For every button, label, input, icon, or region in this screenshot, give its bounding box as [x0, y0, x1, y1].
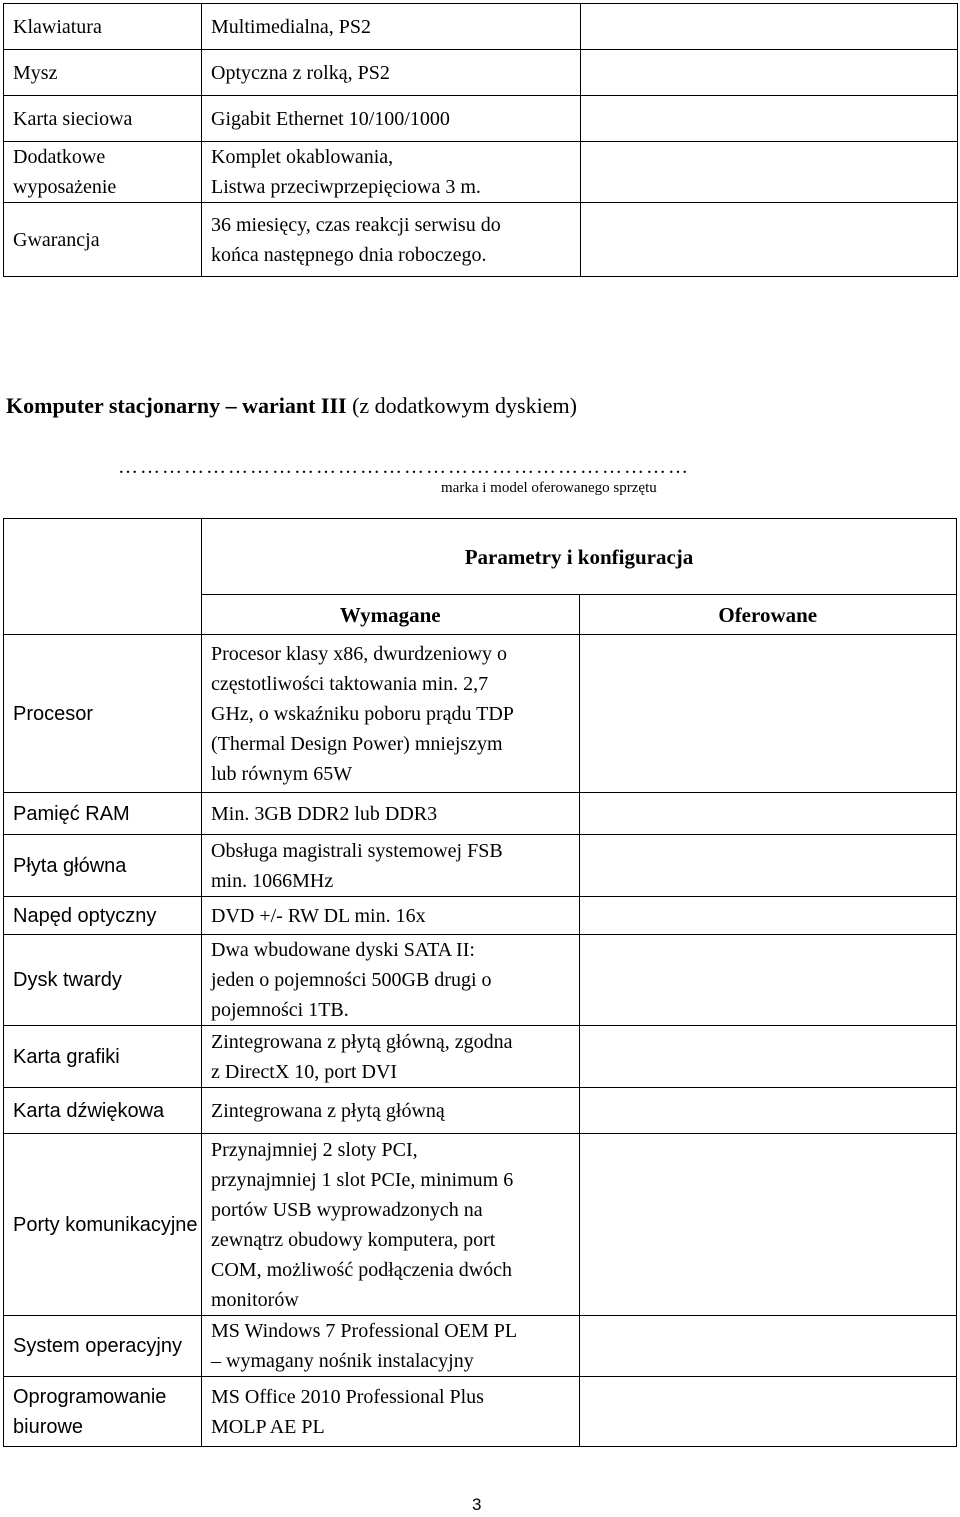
spec-value: [202, 935, 580, 1026]
accessory-value: [202, 142, 581, 203]
spec-label: Napęd optyczny: [4, 897, 202, 935]
group-header: Parametry i konfiguracja: [202, 519, 957, 595]
spec-label: Oprogramowanie biurowe: [4, 1377, 202, 1447]
accessory-label: Dodatkowe wyposażenie: [4, 142, 202, 203]
spec-value-line: MS Windows 7 Professional OEM PL: [211, 1320, 518, 1342]
spec-row: [4, 1134, 957, 1316]
accessory-value-line: Listwa przeciwprzepięciowa 3 m.: [211, 176, 481, 198]
section-title-bold: Komputer stacjonarny – wariant III: [6, 393, 347, 418]
spec-value-line: Dwa wbudowane dyski SATA II:: [211, 939, 475, 961]
spec-offered[interactable]: [579, 1316, 957, 1377]
spec-value-line: DVD +/- RW DL min. 16x: [211, 904, 426, 927]
spec-value-line: Zintegrowana z płytą główną, zgodna: [211, 1030, 513, 1053]
accessory-offered[interactable]: [581, 142, 958, 203]
accessory-row: [4, 203, 958, 277]
spec-value-line: jeden o pojemności 500GB drugi o: [211, 969, 492, 991]
accessory-value-line: końca następnego dnia roboczego.: [211, 243, 487, 266]
spec-value-line: Min. 3GB DDR2 lub DDR3: [211, 802, 438, 825]
spec-value-line: MS Office 2010 Professional Plus: [211, 1385, 484, 1408]
empty-header-cell: [4, 519, 202, 635]
spec-value: [202, 1134, 580, 1316]
accessory-offered[interactable]: [581, 96, 958, 142]
spec-row: [4, 1026, 957, 1088]
spec-offered[interactable]: [579, 897, 957, 935]
spec-value-line: Obsługa magistrali systemowej FSB: [211, 839, 503, 862]
spec-value: [202, 835, 580, 897]
accessory-value-line: Multimedialna, PS2: [211, 15, 371, 38]
spec-offered[interactable]: [579, 1026, 957, 1088]
spec-offered[interactable]: [579, 793, 957, 835]
accessory-value-line: 36 miesięcy, czas reakcji serwisu do: [211, 213, 501, 236]
column-header-offered: Oferowane: [579, 595, 957, 635]
spec-row: [4, 897, 957, 935]
spec-value: [202, 1088, 580, 1134]
spec-value: [202, 635, 580, 793]
spec-value-line: Przynajmniej 2 sloty PCI,: [211, 1138, 418, 1161]
spec-row: [4, 793, 957, 835]
spec-value-line: częstotliwości taktowania min. 2,7: [211, 672, 489, 695]
spec-offered[interactable]: [579, 835, 957, 897]
spec-value-line: (Thermal Design Power) mniejszym: [211, 732, 503, 755]
spec-value-line: MOLP AE PL: [211, 1415, 325, 1438]
spec-value-line: GHz, o wskaźniku poboru prądu TDP: [211, 702, 514, 725]
spec-value-line: portów USB wyprowadzonych na: [211, 1198, 483, 1221]
spec-value-line: Procesor klasy x86, dwurdzeniowy o: [211, 642, 508, 665]
spec-row: [4, 835, 957, 897]
spec-row: [4, 1088, 957, 1134]
accessory-value: [202, 50, 581, 96]
accessory-row: [4, 96, 958, 142]
spec-value-line: lub równym 65W: [211, 762, 353, 785]
spec-offered[interactable]: [579, 635, 957, 793]
spec-value: [202, 1377, 580, 1447]
spec-value: [202, 1316, 580, 1377]
spec-value-line: zewnątrz obudowy komputera, port: [211, 1228, 496, 1251]
specification-table: [3, 518, 957, 1447]
spec-label: System operacyjny: [4, 1316, 202, 1377]
spec-offered[interactable]: [579, 1134, 957, 1316]
accessory-value-line: Komplet okablowania,: [211, 146, 394, 168]
spec-value-line: pojemności 1TB.: [211, 999, 349, 1021]
brand-model-label: marka i model oferowanego sprzętu: [441, 480, 657, 496]
spec-value-line: monitorów: [211, 1288, 299, 1311]
accessories-table: [3, 3, 958, 277]
spec-value-line: przynajmniej 1 slot PCIe, minimum 6: [211, 1168, 514, 1191]
accessory-offered[interactable]: [581, 203, 958, 277]
accessory-value: [202, 4, 581, 50]
spec-label: Pamięć RAM: [4, 793, 202, 835]
spec-value-line: – wymagany nośnik instalacyjny: [211, 1350, 474, 1372]
spec-row: [4, 935, 957, 1026]
spec-offered[interactable]: [579, 1088, 957, 1134]
spec-label: Dysk twardy: [4, 935, 202, 1026]
spec-label: Porty komunikacyjne: [4, 1134, 202, 1316]
spec-value-line: min. 1066MHz: [211, 869, 334, 892]
accessory-value-line: Gigabit Ethernet 10/100/1000: [211, 107, 450, 130]
accessory-row: [4, 142, 958, 203]
spec-label: Karta dźwiękowa: [4, 1088, 202, 1134]
accessory-value: [202, 203, 581, 277]
spec-value-line: z DirectX 10, port DVI: [211, 1060, 398, 1083]
accessory-row: [4, 50, 958, 96]
section-title: [6, 390, 577, 422]
spec-label: Płyta główna: [4, 835, 202, 897]
spec-value: [202, 897, 580, 935]
spec-offered[interactable]: [579, 1377, 957, 1447]
spec-value-line: COM, możliwość podłączenia dwóch: [211, 1258, 513, 1281]
column-header-required: Wymagane: [202, 595, 580, 635]
spec-label: Procesor: [4, 635, 202, 793]
accessory-label: Klawiatura: [4, 4, 202, 50]
spec-value: [202, 1026, 580, 1088]
accessory-label: Karta sieciowa: [4, 96, 202, 142]
page-number: 3: [472, 1495, 482, 1514]
accessory-row: [4, 4, 958, 50]
spec-row: [4, 1316, 957, 1377]
spec-label: Karta grafiki: [4, 1026, 202, 1088]
spec-row: [4, 1377, 957, 1447]
spec-value-line: Zintegrowana z płytą główną: [211, 1099, 445, 1122]
accessory-label: Mysz: [4, 50, 202, 96]
accessory-label: Gwarancja: [4, 203, 202, 277]
section-title-normal: (z dodatkowym dyskiem): [352, 393, 577, 418]
accessory-value-line: Optyczna z rolką, PS2: [211, 61, 390, 84]
spec-value: [202, 793, 580, 835]
brand-fill-line: ……………………………………………………………………: [118, 456, 690, 478]
accessory-offered[interactable]: [581, 50, 958, 96]
spec-offered[interactable]: [579, 935, 957, 1026]
accessory-value: [202, 96, 581, 142]
spec-row: [4, 635, 957, 793]
accessory-offered[interactable]: [581, 4, 958, 50]
